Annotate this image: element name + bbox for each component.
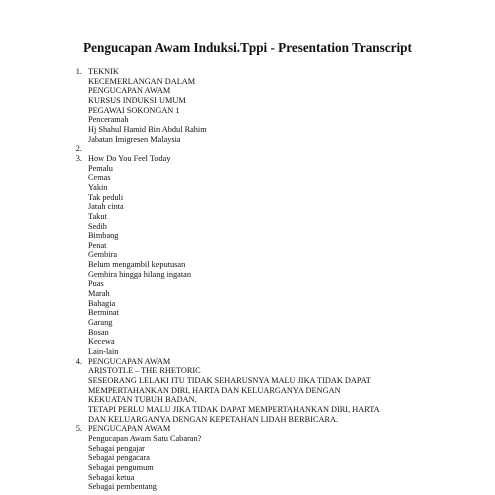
text-line: Yakin xyxy=(88,182,108,192)
text-line: Sebagai ketua xyxy=(88,472,135,482)
list-item-number: 4. xyxy=(75,356,82,366)
text-line: TEKNIK xyxy=(88,67,119,76)
text-line: PENGUCAPAN AWAM xyxy=(88,86,171,96)
text-line: KECEMERLANGAN DALAM xyxy=(88,76,196,86)
text-line: Cemas xyxy=(88,173,111,183)
text-line: Belum mengambil keputusan xyxy=(88,260,186,270)
text-line: Takut xyxy=(88,211,107,221)
page-title: Pengucapan Awam Induksi.Tppi - Presentation Transcript xyxy=(83,40,412,55)
text-line: PEGAWAI SOKONGAN 1 xyxy=(88,105,180,115)
list-item-lines xyxy=(88,144,446,154)
text-line: Tak peduli xyxy=(88,192,124,202)
text-line: Puas xyxy=(88,279,104,289)
text-line: Hj Shahul Hamid Bin Abdul Rahim xyxy=(88,124,207,134)
list-item xyxy=(66,154,446,357)
text-line: KEKUATAN TUBUH BADAN. xyxy=(88,395,197,405)
transcript-list xyxy=(66,67,446,492)
text-line: PENGUCAPAN AWAM xyxy=(88,424,171,434)
text-line: Gembira hingga hilang ingatan xyxy=(88,269,191,279)
text-line: KURSUS INDUKSI UMUM xyxy=(88,95,186,105)
text-line: Sebagai pengacara xyxy=(88,453,150,463)
list-item-number: 2. xyxy=(75,144,82,154)
text-line: Jatuh cinta xyxy=(88,202,124,212)
list-item-lines xyxy=(88,67,446,144)
text-line: Gembira xyxy=(88,250,118,260)
text-line: Sebagai pengajar xyxy=(88,443,145,453)
text-line: PENGUCAPAN AWAM xyxy=(88,356,171,366)
text-line: Marah xyxy=(88,289,110,299)
list-item-number: 1. xyxy=(75,67,82,76)
text-line: Bimbang xyxy=(88,231,119,241)
list-item xyxy=(66,144,446,154)
text-line: Sedih xyxy=(88,221,107,231)
list-item-lines xyxy=(88,424,446,492)
list-item-number: 3. xyxy=(75,153,82,163)
text-line: ARISTOTLE – THE RHETORIC xyxy=(88,366,201,376)
text-line: Pemalu xyxy=(88,163,113,173)
text-line: Pengucapan Awam Satu Cabaran? xyxy=(88,433,202,443)
text-line: TETAPI PERLU MALU JIKA TIDAK DAPAT MEMPERTAHANKAN DIRI, HARTA xyxy=(88,404,380,414)
text-line: Garang xyxy=(88,318,113,328)
text-line: How Do You Feel Today xyxy=(88,153,171,163)
text-line: Sebagai pengumum xyxy=(88,462,154,472)
text-line: SESEORANG LELAKI ITU TIDAK SEHARUSNYA MALU JIKA TIDAK DAPAT xyxy=(88,376,371,385)
text-line: Penat xyxy=(88,240,107,250)
text-line: Lain-lain xyxy=(88,347,119,357)
text-line: Bahagia xyxy=(88,298,116,308)
list-item xyxy=(66,424,446,492)
text-line: Bosan xyxy=(88,327,109,337)
text-line: Sebagai pembentang xyxy=(88,482,157,492)
list-item xyxy=(66,67,446,144)
text-line: Jabatan Imigresen Malaysia xyxy=(88,134,181,144)
text-line: Kecewa xyxy=(88,337,115,347)
list-item xyxy=(66,357,446,425)
list-item-number: 5. xyxy=(75,424,82,434)
text-line: MEMPERTAHANKAN DIRI, HARTA DAN KELUARGANYA DENGAN xyxy=(88,385,341,395)
list-item-lines xyxy=(88,154,446,357)
list-item-lines xyxy=(88,357,446,425)
text-line: Berminat xyxy=(88,308,119,318)
text-line: Penceramah xyxy=(88,115,129,125)
text-line: DAN KELUARGANYA DENGAN KEPETAHAN LIDAH BERBICARA. xyxy=(88,414,339,424)
